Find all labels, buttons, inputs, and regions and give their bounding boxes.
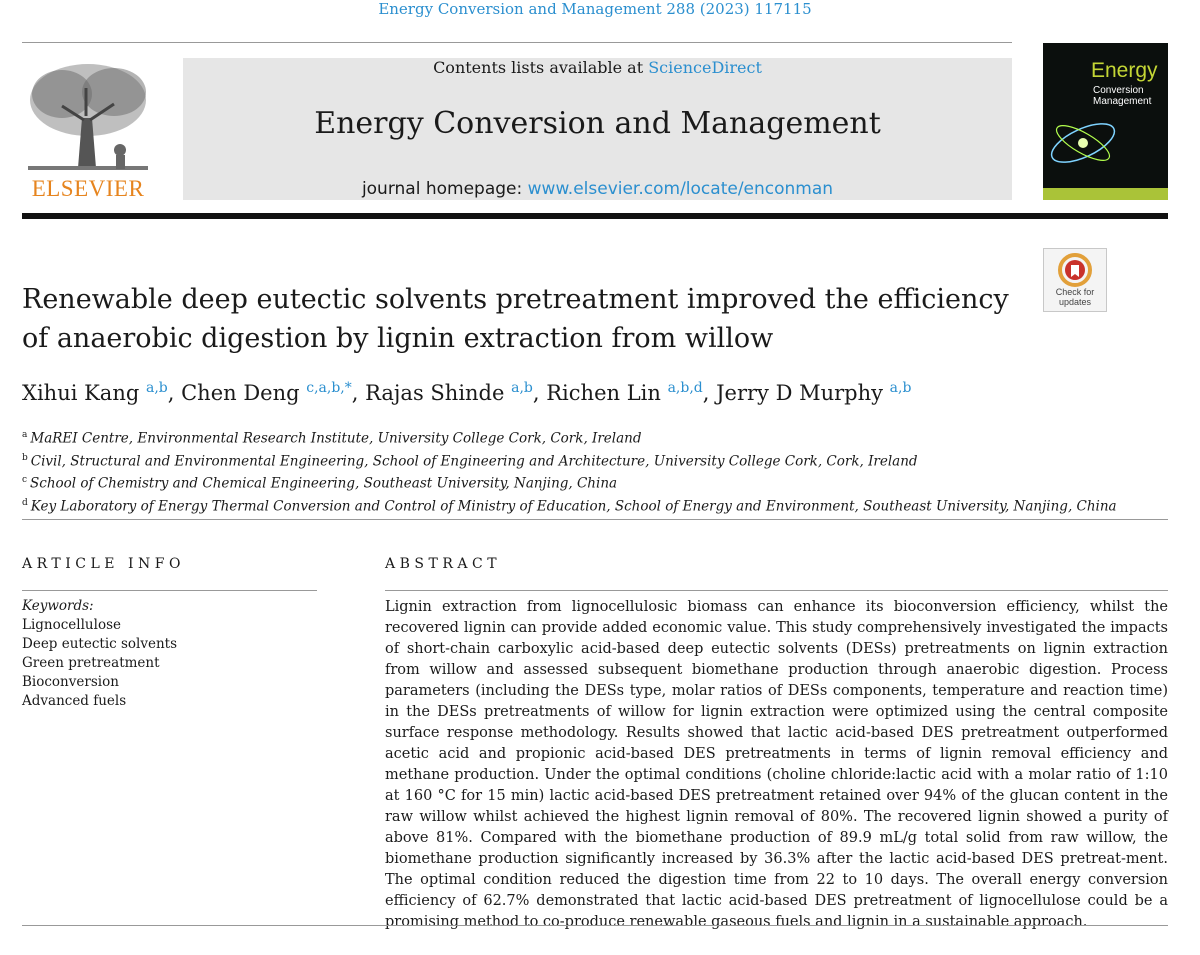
author-affil-marks[interactable]: a,b [511,380,533,396]
keyword: Deep eutectic solvents [22,636,178,652]
keyword: Lignocellulose [22,617,121,633]
abstract-divider [385,590,1168,591]
cover-subtitle-line2: Management [1093,96,1152,107]
check-label-line1: Check for [1055,287,1095,297]
article-info-heading: ARTICLE INFO [22,556,185,572]
journal-banner [183,58,1012,200]
cover-title: Energy [1091,59,1158,82]
check-for-updates-button[interactable] [1043,248,1107,312]
journal-cover-thumbnail[interactable] [1043,43,1168,200]
author-list: Xihui Kang $^{a,b}$, Chen Deng $^{c,a,b,*}$, Rajas Shinde $^{a,b}$, Richen Lin $^{a,b,d}$, Jerry D Murphy $^{a,b}$ [22,380,912,405]
article-title: Renewable deep eutectic solvents pretreatment improved the efficiency of anaerobic digestion by lignin extraction from willow [22,284,1009,354]
header-divider [22,42,1012,43]
keywords-label: Keywords: [22,598,94,614]
keywords-block [22,597,177,711]
check-for-updates-label [1044,287,1106,307]
affiliation: $^a$ MaREI Centre, Environmental Research Institute, University College Cork, Cork, Ireland [22,430,642,447]
header-thick-divider [22,213,1168,219]
keyword: Advanced fuels [22,693,127,709]
abstract-heading: ABSTRACT [385,556,502,572]
homepage-prefix: journal homepage: [361,179,523,199]
journal-citation-link[interactable]: Energy Conversion and Management 288 (2023) 117115 [378,0,812,18]
homepage-line [183,179,1012,199]
check-label-line2: updates [1058,297,1092,307]
author[interactable]: Chen Deng $^{c,a,b,*}$ [181,380,352,405]
article-info-divider [22,590,317,591]
cover-subtitle-line1: Conversion [1093,85,1144,96]
section-divider [22,519,1168,520]
footer-divider [22,925,1168,926]
check-for-updates-icon [1044,251,1106,289]
contents-line [183,58,1012,78]
contents-prefix: Contents lists available at [433,58,644,77]
affiliation: $^d$ Key Laboratory of Energy Thermal Conversion and Control of Ministry of Education, School of Energy and Environment, Southeast University, Nanjing, China [22,497,1117,514]
elsevier-wordmark: ELSEVIER [31,176,145,201]
affiliation: $^b$ Civil, Structural and Environmental Engineering, School of Engineering and Architecture, University College Cork, Cork, Ireland [22,452,918,469]
author[interactable]: Rajas Shinde $^{a,b}$ [365,380,533,405]
author-affil-marks[interactable]: a,b [889,380,912,396]
cover-footer-bar [1043,188,1168,200]
sciencedirect-link[interactable]: ScienceDirect [648,58,762,77]
journal-title: Energy Conversion and Management [314,106,881,141]
cover-subtitle [1093,85,1151,107]
affiliation-list [22,426,1117,516]
author[interactable]: Richen Lin $^{a,b,d}$ [546,380,703,405]
keyword: Green pretreatment [22,655,160,671]
keyword: Bioconversion [22,674,119,690]
author[interactable]: Xihui Kang $^{a,b}$ [22,380,168,405]
homepage-link[interactable]: www.elsevier.com/locate/enconman [527,179,834,199]
abstract-text: Lignin extraction from lignocellulosic biomass can enhance its bioconversion efficiency, whilst the recovered lignin can provide added economic value. This study comprehensively investigated the impacts of short-chain carboxylic acid-based deep eutectic solvents (DESs) pretreatments on lignin extraction from willow and assessed subsequent biomethane production through anaerobic digestion. Process parameters (including the DESs type, molar ratios of DESs components, temperature and reaction time) in the DESs pretreatments of willow for lignin extraction were optimized using the central composite surface response methodology. Results showed that lactic acid-based DES pretreatment outperformed acetic acid and propionic acid-based DES pretreatments in terms of lignin removal efficiency and methane production. Under the optimal conditions (choline chloride:lactic acid with a molar ratio of 1:10 at 160 °C for 15 min) lactic acid-based DES pretreatment retained over 94% of the glucan content in the raw willow whilst achieved the highest lignin removal of 80%. The recovered lignin showed a purity of above 81%. Compared with the biomethane production of 89.9 mL/g total solid from raw willow, the biomethane production significantly increased by 36.3% after the lactic acid-based DES pretreat-ment. The optimal condition reduced the digestion time from 22 to 10 days. The overall energy conversion efficiency of 62.7% demonstrated that lactic acid-based DES pretreatment of lignocellulose could be a promising method to co-produce renewable gaseous fuels and lignin in a sustainable approach. [385,599,1168,930]
author-affil-marks[interactable]: a,b [145,380,168,396]
author[interactable]: Jerry D Murphy $^{a,b}$ [716,380,912,405]
author-affil-marks[interactable]: a,b,d [667,380,703,396]
author-affil-marks[interactable]: c,a,b,* [306,380,352,396]
affiliation: $^c$ School of Chemistry and Chemical Engineering, Southeast University, Nanjing, China [22,475,618,492]
